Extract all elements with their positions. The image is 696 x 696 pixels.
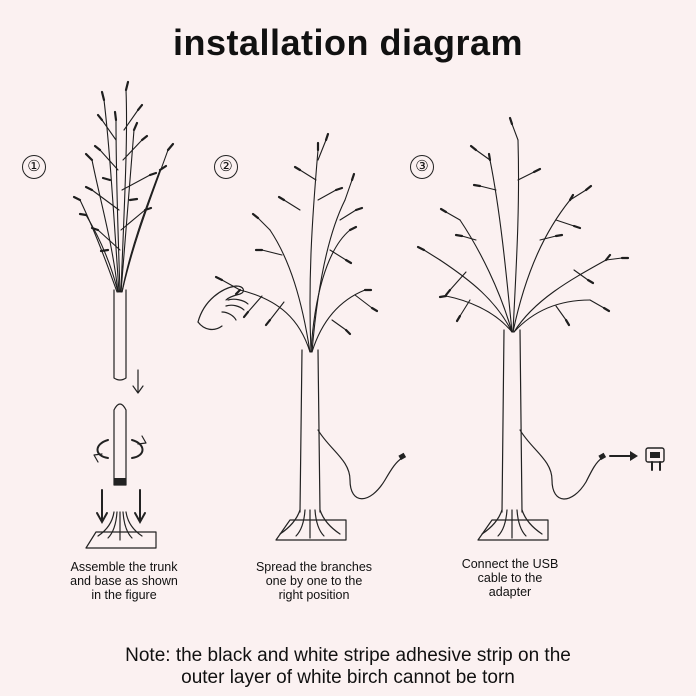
note-line: Note: the black and white stripe adhesive strip on the (125, 645, 571, 666)
caption-line: and base as shown (70, 574, 178, 588)
caption-line: Assemble the trunk (70, 560, 178, 574)
diagram-title: installation diagram (172, 22, 524, 63)
rotate-arrow-icon (94, 436, 146, 462)
step-1-branches (74, 82, 173, 292)
caption-line: one by one to the (265, 574, 363, 588)
step-3-branches (418, 118, 628, 332)
step-1-base (86, 512, 156, 548)
down-arrow-icon (133, 370, 143, 393)
step-3-tree (418, 118, 664, 540)
step-2-base (276, 510, 346, 540)
caption-line: adapter (488, 585, 532, 599)
caption-line: Spread the branches (255, 560, 373, 574)
step-2-tree (198, 134, 406, 540)
step-1-caption (34, 560, 214, 602)
caption-line: cable to the (477, 571, 543, 585)
step-3-number: ③ (410, 155, 434, 179)
step-1-number: ① (22, 155, 46, 179)
step-2-branches (216, 134, 377, 352)
step-2-number: ② (214, 155, 238, 179)
note-line: outer layer of white birch cannot be torn (181, 667, 515, 688)
step-3-caption (420, 557, 600, 599)
usb-adapter-icon (646, 448, 664, 470)
base-down-arrows-icon (97, 490, 145, 522)
caption-line: right position (278, 588, 350, 602)
caption-line: Connect the USB (461, 557, 559, 571)
caption-line: in the figure (91, 588, 157, 602)
step-1-tree (74, 82, 173, 548)
hand-icon (198, 286, 248, 329)
step-3-base (478, 510, 548, 540)
note-text (20, 645, 676, 689)
step-2-caption (224, 560, 404, 602)
right-arrow-icon (610, 451, 638, 461)
